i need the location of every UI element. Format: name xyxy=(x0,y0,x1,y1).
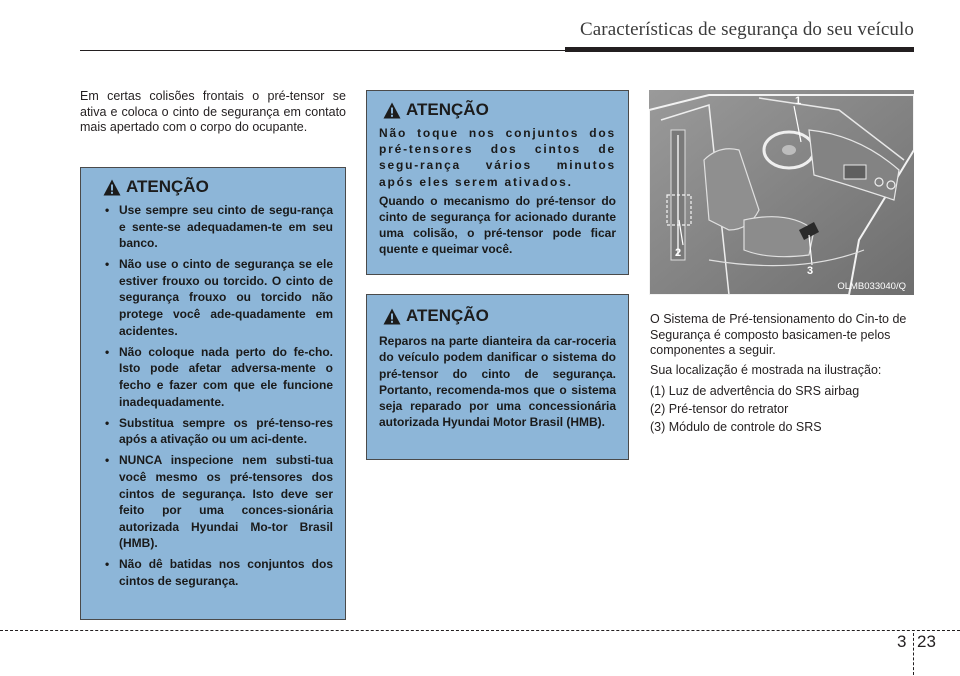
warning-triangle-icon xyxy=(103,179,121,196)
warning-box-hot-pretensioner xyxy=(366,90,629,275)
callout-3: 3 xyxy=(807,265,814,277)
section-number: 3 xyxy=(897,632,907,651)
warning-heading xyxy=(383,306,616,326)
callout-2: 2 xyxy=(675,247,682,259)
component-item: (3) Módulo de controle do SRS xyxy=(650,420,822,434)
page-number: 23 xyxy=(917,632,936,651)
footer-rule xyxy=(0,630,960,631)
warning-title: ATENÇÃO xyxy=(406,100,489,119)
warning-item: • Substitua sempre os pré-tenso-res após a ativação ou um aci-dente. xyxy=(105,415,333,447)
car-interior-drawing xyxy=(649,90,914,295)
component-list xyxy=(650,382,914,436)
warning-title: ATENÇÃO xyxy=(406,306,489,325)
warning-text: Reparos na parte dianteira da car-roceria do veículo podem danificar o sistema do pré-tensor do cinto de segurança. Portanto, recomenda-mos que o sistema seja reparado por uma concessionária autorizada Hyundai Motor Brasil (HMB). xyxy=(379,334,616,430)
intro-paragraph: Em certas colisões frontais o pré-tensor se ativa e coloca o cinto de segurança em contato mais apertado com o corpo do ocupante. xyxy=(80,89,346,135)
figure-code: OLMB033040/Q xyxy=(837,281,906,292)
warning-title: ATENÇÃO xyxy=(126,177,209,196)
warning-triangle-icon xyxy=(383,308,401,325)
warning-item: • NUNCA inspecione nem substi-tua você mesmo os pré-tensores dos cintos de segurança. Isto deve ser feito por uma conces-sionária autorizada Hyundai Mo-tor Brasil (HMB). xyxy=(105,453,333,551)
warning-item: • Use sempre seu cinto de segu-rança e sente-se adequadamen-te em seu banco. xyxy=(105,203,333,251)
warning-text: Quando o mecanismo do pré-tensor do cinto de segurança for acionado durante uma colisão, o pré-tensor pode ficar quente e queimar você. xyxy=(379,193,616,257)
description-paragraph: O Sistema de Pré-tensionamento do Cin-to de Segurança é composto basicamen-te pelos componentes a seguir. xyxy=(650,312,907,357)
car-interior-illustration xyxy=(649,90,914,295)
warning-item: • Não coloque nada perto do fe-cho. Isto pode afetar adversa-mente o fecho e fazer com que ele funcione inadequadamente. xyxy=(105,344,333,409)
warning-heading xyxy=(103,177,333,197)
warning-item: • Não dê batidas nos conjuntos dos cintos de segurança. xyxy=(105,557,333,588)
warning-box-front-repairs xyxy=(366,294,629,460)
warning-heading xyxy=(383,100,616,120)
warning-box-belt-use xyxy=(80,167,346,620)
description-paragraph: Sua localização é mostrada na ilustração: xyxy=(650,362,882,377)
page-number-separator xyxy=(913,633,914,675)
description-block xyxy=(650,312,914,436)
warning-list xyxy=(95,202,333,590)
warning-text: Não toque nos conjuntos dos pré-tensores dos cintos de segu-rança vários minutos após eles serem ativados. xyxy=(379,126,616,189)
header-rule-thick xyxy=(565,47,914,52)
warning-item: • Não use o cinto de segurança se ele estiver frouxo ou torcido. O cinto de segurança frouxo ou torcido não protege você ade-quadamente em acidentes. xyxy=(105,257,333,338)
component-item: (1) Luz de advertência do SRS airbag xyxy=(650,384,860,398)
warning-triangle-icon xyxy=(383,102,401,119)
component-item: (2) Pré-tensor do retrator xyxy=(650,402,789,416)
callout-1: 1 xyxy=(795,95,802,107)
page-header-title: Características de segurança do seu veículo xyxy=(579,19,914,40)
